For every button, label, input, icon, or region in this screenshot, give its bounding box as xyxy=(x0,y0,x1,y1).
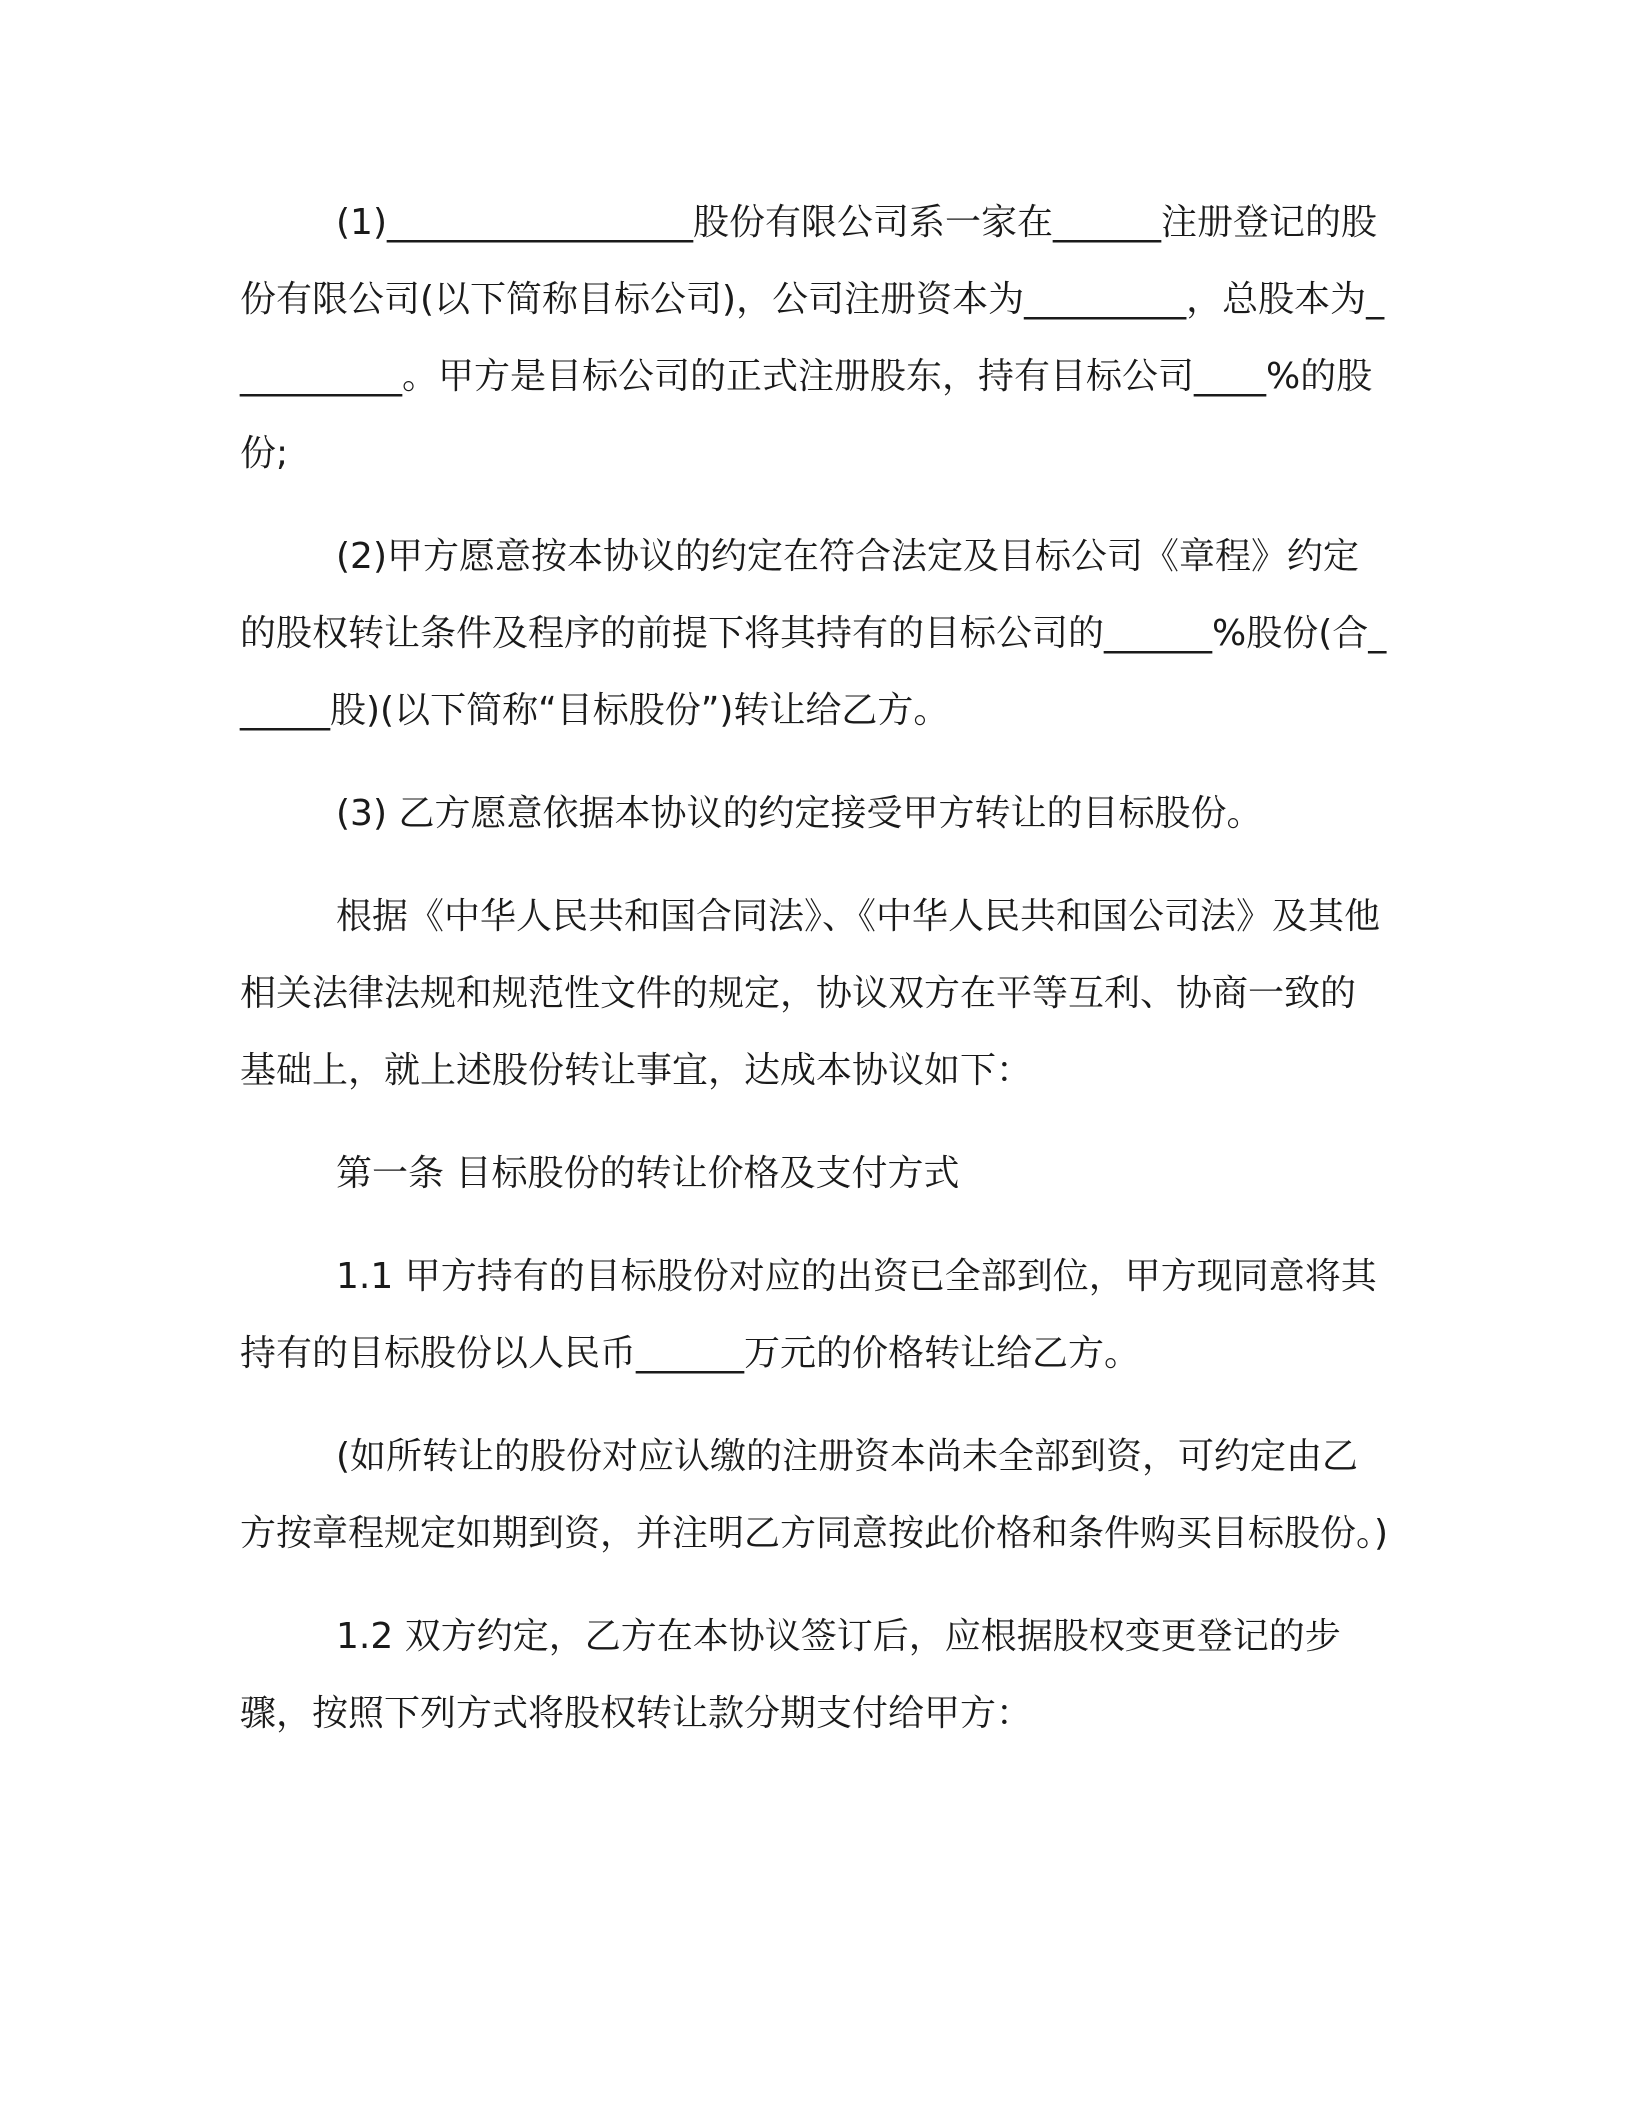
paragraph-transfer-intent: (2)甲方愿意按本协议的约定在符合法定及目标公司《章程》约定的股权转让条件及程序的前提下将其持有的目标公司的______%股份(合______股)(以下简称“目标股份”)转让给乙方。 xyxy=(240,536,1387,731)
paragraph-legal-basis: 根据《中华人民共和国合同法》、《中华人民共和国公司法》及其他相关法律法规和规范性文件的规定，协议双方在平等互利、协商一致的基础上，就上述股份转让事宜，达成本协议如下： xyxy=(240,896,1381,1091)
clause-1-2: 1.2 双方约定，乙方在本协议签订后，应根据股权变更登记的步骤，按照下列方式将股权转让款分期支付给甲方： xyxy=(240,1616,1341,1734)
article-one-heading: 第一条 目标股份的转让价格及支付方式 xyxy=(336,1153,960,1194)
clause-1-1: 1.1 甲方持有的目标股份对应的出资已全部到位，甲方现同意将其持有的目标股份以人民币______万元的价格转让给乙方。 xyxy=(240,1256,1377,1374)
paragraph-target-company: (1)_________________股份有限公司系一家在______注册登记的股份有限公司(以下简称目标公司)，公司注册资本为_________，总股本为__________。甲方是目标公司的正式注册股东，持有目标公司____%的股份; xyxy=(240,202,1385,474)
clause-1-1-note: (如所转让的股份对应认缴的注册资本尚未全部到资，可约定由乙方按章程规定如期到资，并注明乙方同意按此价格和条件购买目标股份。) xyxy=(240,1436,1389,1554)
paragraph-acceptance: (3) 乙方愿意依据本协议的约定接受甲方转让的目标股份。 xyxy=(336,793,1263,834)
document-page xyxy=(240,184,1390,1778)
